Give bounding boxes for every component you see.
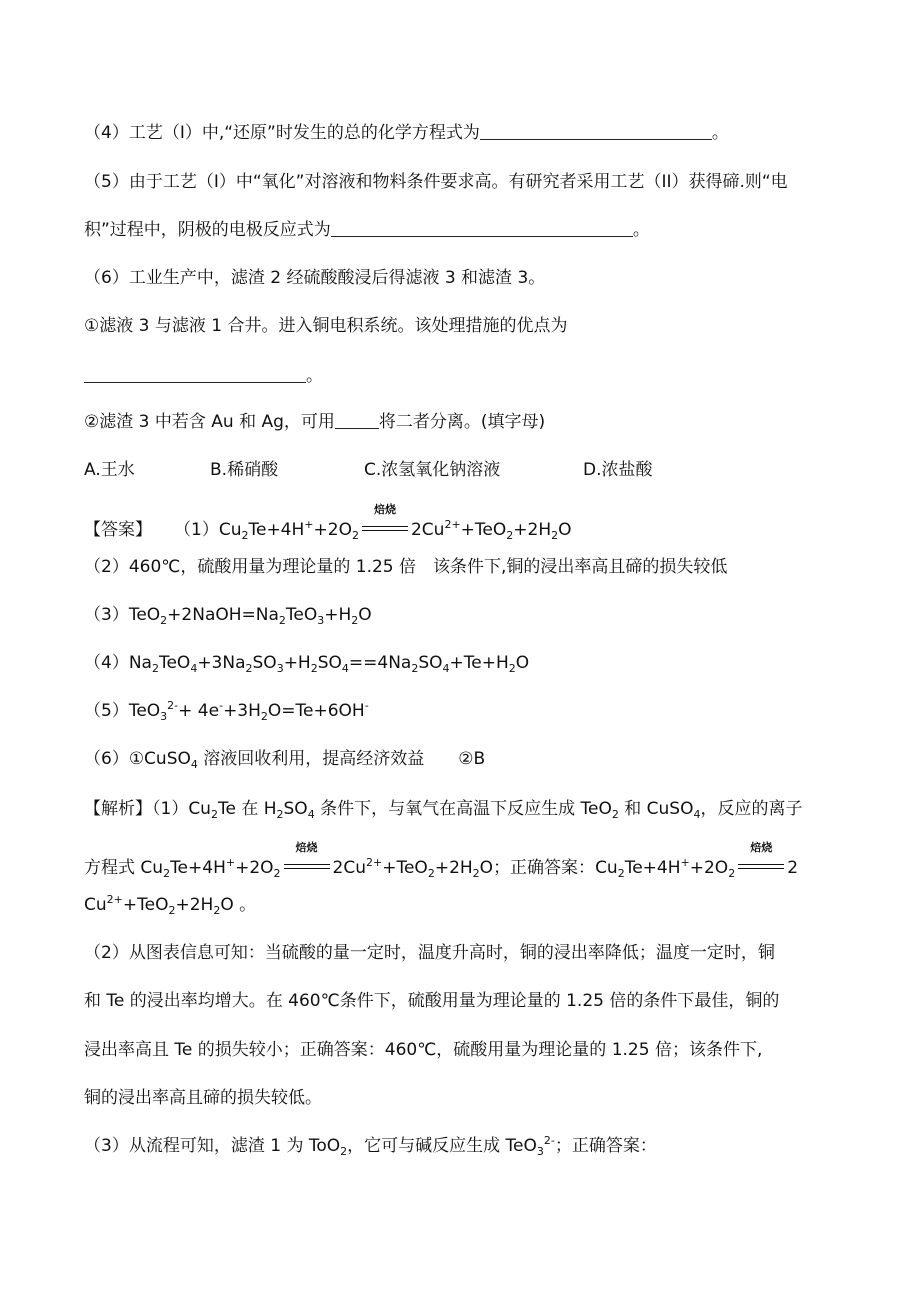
answer-5: $(5)TeO_3^{2-}+ 4e^-+3H_2O=Te+6OH^-$ (84, 699, 369, 723)
analysis-line7: 铜的浸出率高且碲的损失较低。 (84, 1088, 322, 1108)
analysis-line1: 【解析】$(1)Cu_2Te$ 在 $H_2SO_4$ 条件下，与氧气在高温下反应生成 TeO$_2$ 和 CuSO$_4$，反应的离子 (84, 799, 803, 821)
reaction-arrow: 焙烧 (360, 518, 410, 538)
answer-2: （2）460℃，硫酸用量为理论量的 1.25 倍 该条件下,铜的浸出率高且碲的损失较低 (84, 557, 728, 577)
answer-label: 【答案】 (84, 520, 152, 540)
analysis-line2: 方程式 $Cu_2Te+4H^++2O_2$ 焙烧 $2Cu^{2+}+TeO_2+2H_2O$；正确答案：$Cu_2Te+4H^++2O_2$ 焙烧 2 (84, 841, 799, 880)
question-6-line1: （6）工业生产中，滤渣 2 经硫酸酸浸后得滤液 3 和滤渣 3。 (84, 268, 546, 288)
answer-blank (480, 123, 712, 140)
analysis-line3: $Cu^{2+}+TeO_2+2H_2O$ 。 (84, 893, 257, 917)
answer-6: （6）①CuSO$_4$ 溶液回收利用，提高经济效益 ②B (84, 749, 486, 771)
option-b: B.稀硝酸 (210, 460, 279, 480)
question-6-line2: ①滤液 3 与滤液 1 合井。进入铜电积系统。该处理措施的优点为 (84, 316, 568, 336)
question-5-line2: 积”过程中，阴极的电极反应式为 。 (84, 220, 650, 240)
answer-4: $(4)Na_2TeO_4+3Na_2SO_3+H_2SO_4==4Na_2SO_4+Te+H_2O$ (84, 653, 530, 675)
analysis-line8: （3）从流程可知，滤渣 1 为 ToO$_2$，它可与碱反应生成 TeO$_3^{2-}$；正确答案： (84, 1134, 657, 1158)
answer-3: $(3)TeO_2+2NaOH=Na_2TeO_3+H_2O$ (84, 605, 372, 627)
answer-blank (331, 220, 633, 237)
question-4: （4）工艺（I）中,“还原”时发生的总的化学方程式为 。 (84, 123, 729, 143)
question-6-line4: ②滤渣 3 中若含 Au 和 Ag，可用 将二者分离。(填字母) (84, 412, 546, 432)
option-d: D.浓盐酸 (583, 460, 653, 480)
answer-blank (335, 412, 379, 429)
analysis-line4: （2）从图表信息可知：当硫酸的量一定时，温度升高时，铜的浸出率降低；温度一定时，铜 (84, 943, 775, 963)
analysis-line5: 和 Te 的浸出率均增大。在 460℃条件下，硫酸用量为理论量的 1.25 倍的条件下最佳，铜的 (84, 991, 780, 1011)
question-6-line3: 。 (84, 364, 323, 388)
option-c: C.浓氢氧化钠溶液 (364, 460, 501, 480)
answer-blank (84, 366, 306, 383)
reaction-arrow: 焙烧 (282, 856, 332, 876)
reaction-arrow: 焙烧 (736, 856, 786, 876)
option-a: A.王水 (84, 460, 135, 480)
answer-1: 【答案】 $(1)Cu_2Te+4H^++2O_2$ 焙烧 $2Cu^{2+}+TeO_2+2H_2O$ (84, 503, 572, 542)
analysis-line6: 浸出率高且 Te 的损失较小；正确答案：460℃，硫酸用量为理论量的 1.25 倍；该条件下, (84, 1040, 763, 1060)
analysis-label: 【解析】 (84, 799, 152, 819)
question-5-line1: （5）由于工艺（I）中“氧化”对溶液和物料条件要求高。有研究者采用工艺（II）获得碲.则“电 (84, 172, 788, 192)
